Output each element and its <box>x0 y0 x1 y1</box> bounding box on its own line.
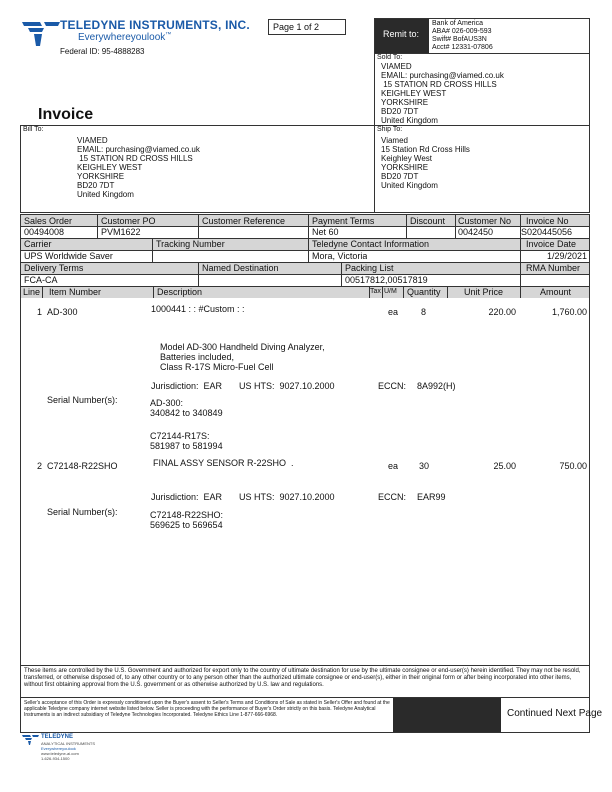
col-unit-price-header: Unit Price <box>464 287 504 297</box>
divider <box>21 238 589 239</box>
item-eccn: 8A992(H) <box>417 381 456 391</box>
divider <box>198 215 199 238</box>
divider <box>21 274 589 275</box>
bill-to-line: BD20 7DT <box>77 181 115 190</box>
customer-no-value: 0042450 <box>458 227 494 237</box>
item-eccn-label: ECCN: <box>378 381 407 391</box>
line-items-area <box>20 297 590 666</box>
terms-box <box>20 698 603 733</box>
divider <box>152 238 153 262</box>
item-detail-line: Batteries included, <box>160 352 235 362</box>
sales-order-header: Sales Order <box>24 216 73 226</box>
divider <box>21 262 589 263</box>
divider <box>21 286 589 287</box>
export-notice: These items are controlled by the U.S. Government and authorized for export only to the country of ultimate destination for use by the ultimate consignee or end-user(s) herein identified. They may not be resold, transferred, or otherwise disposed of, to any other country or to any person other than the authorized ultimate consignee or end-user(s), either in their original form or after being incorporated into other items, without first obtaining approval from the U.S. government or as otherwise authorized by U.S. law and regulations. <box>24 668 581 688</box>
item-detail-line: Model AD-300 Handheld Diving Analyzer, <box>160 342 325 352</box>
bill-to-label: Bill To: <box>23 126 44 133</box>
export-notice-box <box>20 666 590 698</box>
item-serial: 581987 to 581994 <box>150 441 223 451</box>
payment-terms-header: Payment Terms <box>312 216 375 226</box>
bill-to-line: 15 STATION RD CROSS HILLS <box>77 154 193 163</box>
item-quantity: 30 <box>419 461 430 471</box>
item-serial: 569625 to 569654 <box>150 520 223 530</box>
teledyne-small-logo-icon <box>22 734 40 746</box>
ship-to-box <box>374 125 590 213</box>
item-jurisdiction: Jurisdiction: EAR <box>151 381 223 391</box>
ship-to-address <box>381 136 470 190</box>
item-um: ea <box>388 307 399 317</box>
ship-to-line: 15 Station Rd Cross Hills <box>381 145 470 154</box>
teledyne-logo-icon <box>22 18 62 48</box>
federal-id: Federal ID: 95-4888283 <box>60 47 145 56</box>
invoice-no-value: S020445056 <box>521 227 573 237</box>
ship-to-line: Viamed <box>381 136 408 145</box>
sold-to-label: Sold To: <box>377 54 403 61</box>
page-info: Page 1 of 2 <box>273 22 320 32</box>
tagline-trademark: ™ <box>165 32 172 38</box>
item-quantity: 8 <box>421 307 427 317</box>
col-quantity-header: Quantity <box>407 287 441 297</box>
small-logo-name: TELEDYNE <box>41 734 74 740</box>
company-tagline <box>78 32 171 43</box>
item-number: AD-300 <box>47 307 78 317</box>
item-line-number: 2 <box>37 461 43 471</box>
small-logo-line: Everywhereyoulook <box>41 746 76 751</box>
small-logo-line: www.teledyne-ai.com <box>41 751 79 756</box>
sold-to-line: BD20 7DT <box>381 107 419 116</box>
invoice-date-value: 1/29/2021 <box>546 251 587 261</box>
delivery-terms-value: FCA-CA <box>24 275 58 285</box>
header-row-bg <box>21 262 589 274</box>
carrier-value: UPS Worldwide Saver <box>24 251 113 261</box>
item-um: ea <box>388 461 399 471</box>
bill-to-address <box>77 136 200 199</box>
item-hts: US HTS: 9027.10.2000 <box>239 492 335 502</box>
company-name: TELEDYNE INSTRUMENTS, INC. <box>60 18 250 32</box>
divider <box>341 262 342 286</box>
delivery-terms-header: Delivery Terms <box>24 263 84 273</box>
item-serial: C72144-R17S: <box>150 431 210 441</box>
contact-info-header: Teledyne Contact Information <box>312 239 430 249</box>
remit-label-area <box>375 19 429 53</box>
item-jurisdiction: Jurisdiction: EAR <box>151 492 223 502</box>
header-row-bg <box>21 238 589 250</box>
bill-to-box <box>20 125 375 213</box>
bill-to-line: EMAIL: purchasing@viamed.co.uk <box>77 145 200 154</box>
col-um-header: U/M <box>384 288 397 295</box>
remit-bank: Bank of America <box>432 20 483 27</box>
page-info-box <box>268 19 346 35</box>
tracking-number-header: Tracking Number <box>156 239 225 249</box>
sold-to-line: United Kingdom <box>381 116 438 125</box>
sold-to-line: KEIGHLEY WEST <box>381 89 447 98</box>
footer-small-logo <box>22 734 122 764</box>
item-amount: 750.00 <box>559 461 587 471</box>
remit-swift: Swift# BofAUS3N <box>432 36 487 43</box>
named-destination-header: Named Destination <box>202 263 279 273</box>
sold-to-line: YORKSHIRE <box>381 98 429 107</box>
contact-info-value: Mora, Victoria <box>312 251 368 261</box>
remit-label: Remit to: <box>383 29 420 39</box>
bill-to-line: United Kingdom <box>77 190 134 199</box>
rma-number-header: RMA Number <box>526 263 581 273</box>
customer-po-header: Customer PO <box>101 216 156 226</box>
small-logo-line: 1-626-934-1500 <box>41 756 70 761</box>
item-serial: C72148-R22SHO: <box>150 510 224 520</box>
item-unit-price: 25.00 <box>493 461 516 471</box>
carrier-header: Carrier <box>24 239 52 249</box>
col-item-header: Item Number <box>49 287 102 297</box>
item-description: FINAL ASSY SENSOR R-22SHO . <box>153 458 294 468</box>
col-line-header: Line <box>23 287 41 297</box>
item-hts: US HTS: 9027.10.2000 <box>239 381 335 391</box>
company-logo <box>22 16 272 50</box>
customer-po-value: PVM1622 <box>101 227 141 237</box>
bill-to-line: YORKSHIRE <box>77 172 125 181</box>
item-eccn-label: ECCN: <box>378 492 407 502</box>
sold-to-line: VIAMED <box>381 62 412 71</box>
col-amount-header: Amount <box>540 287 572 297</box>
small-logo-line: ANALYTICAL INSTRUMENTS <box>41 741 96 746</box>
col-tax-header: Tax <box>370 288 381 295</box>
item-number: C72148-R22SHO <box>47 461 118 471</box>
remit-box <box>374 18 590 54</box>
sold-to-address <box>381 62 504 125</box>
sales-order-value: 00494008 <box>24 227 65 237</box>
item-line-number: 1 <box>37 307 43 317</box>
item-serial: 340842 to 340849 <box>150 408 223 418</box>
item-amount: 1,760.00 <box>551 307 587 317</box>
remit-aba: ABA# 026-009-593 <box>432 28 492 35</box>
item-serial-label: Serial Number(s): <box>47 507 118 517</box>
divider <box>406 215 407 238</box>
divider <box>520 215 521 286</box>
payment-terms-value: Net 60 <box>312 227 339 237</box>
packing-list-header: Packing List <box>345 263 394 273</box>
continued-next-page: Continued Next Page <box>507 708 603 719</box>
bill-to-line: KEIGHLEY WEST <box>77 163 143 172</box>
ship-to-line: BD20 7DT <box>381 172 419 181</box>
ship-to-line: United Kingdom <box>381 181 438 190</box>
ship-to-label: Ship To: <box>377 126 403 133</box>
packing-list-value: 00517812,00517819 <box>345 275 428 285</box>
item-unit-price: 220.00 <box>488 307 516 317</box>
customer-reference-header: Customer Reference <box>202 216 286 226</box>
bill-to-line: VIAMED <box>77 136 108 145</box>
col-description-header: Description <box>157 287 203 297</box>
terms-dark-block <box>393 698 501 732</box>
divider <box>308 215 309 238</box>
order-info-grid <box>20 214 590 298</box>
discount-header: Discount <box>410 216 446 226</box>
terms-notice: Seller's acceptance of this Order is expressly conditioned upon the Buyer's assent to Seller's Terms and Conditions of Sale as stated in Seller's Offer and found at the applicable Teledyne company internet website listed below. Seller is proceeding with the performance of Buyer's Order strictly on this basis. Teledyne Analytical Instruments is an indirect subsidiary of Teledyne Technologies Incorporated. Teledyne Ethics Line 1-877-666-6968. <box>24 700 390 718</box>
sold-to-box <box>374 53 590 126</box>
ship-to-line: Keighley West <box>381 154 432 163</box>
invoice-date-header: Invoice Date <box>526 239 577 249</box>
divider <box>198 262 199 286</box>
item-detail-line: Class R-17S Micro-Fuel Cell <box>160 362 274 372</box>
invoice-title: Invoice <box>38 106 94 123</box>
item-serial: AD-300: <box>150 398 184 408</box>
customer-no-header: Customer No <box>458 216 512 226</box>
ship-to-line: YORKSHIRE <box>381 163 429 172</box>
sold-to-line: EMAIL: purchasing@viamed.co.uk <box>381 71 504 80</box>
item-eccn: EAR99 <box>417 492 446 502</box>
item-serial-label: Serial Number(s): <box>47 395 118 405</box>
sold-to-line: 15 STATION RD CROSS HILLS <box>381 80 497 89</box>
divider <box>308 238 309 262</box>
item-description: 1000441 : : #Custom : : <box>151 304 245 314</box>
invoice-no-header: Invoice No <box>526 216 569 226</box>
divider <box>97 215 98 238</box>
divider <box>455 215 456 238</box>
tagline-text: Everywhereyoulook <box>78 32 166 43</box>
remit-acct: Acct# 12331-07806 <box>432 44 493 51</box>
